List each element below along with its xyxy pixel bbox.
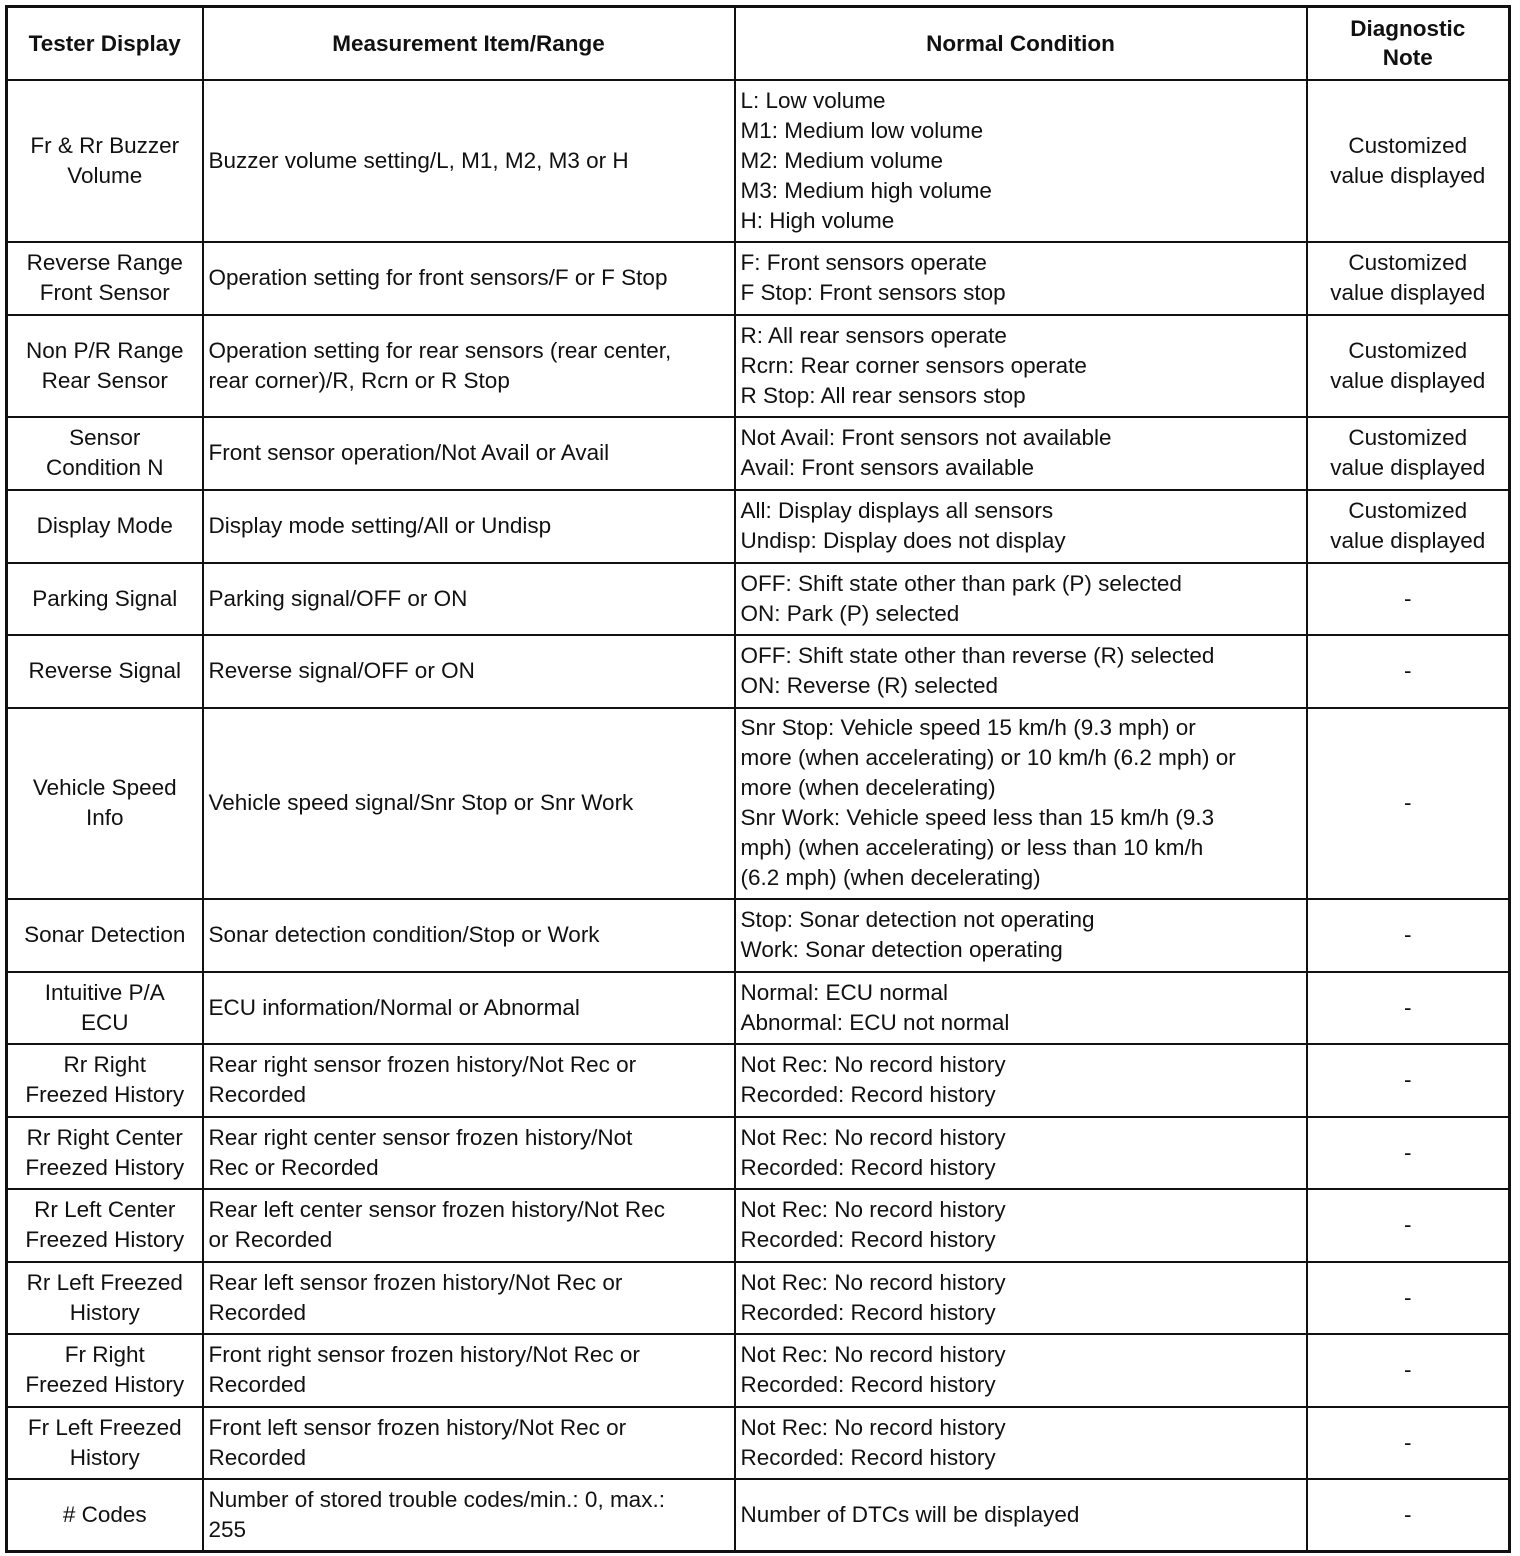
cell-measurement-item: Operation setting for rear sensors (rear center, rear corner)/R, Rcrn or R Stop xyxy=(203,315,735,417)
cell-tester-display: Rr Right Center Freezed History xyxy=(7,1117,203,1189)
data-list-table xyxy=(5,5,1511,1553)
cell-measurement-item: Rear left center sensor frozen history/Not Rec or Recorded xyxy=(203,1189,735,1262)
cell-tester-display: Vehicle Speed Info xyxy=(7,708,203,899)
cell-measurement-item: Buzzer volume setting/L, M1, M2, M3 or H xyxy=(203,80,735,242)
cell-normal-condition: OFF: Shift state other than reverse (R) selected ON: Reverse (R) selected xyxy=(735,635,1307,708)
cell-tester-display: Rr Right Freezed History xyxy=(7,1044,203,1117)
table-row xyxy=(7,708,1510,899)
cell-measurement-item: Front right sensor frozen history/Not Rec or Recorded xyxy=(203,1334,735,1407)
table-row xyxy=(7,899,1510,972)
cell-measurement-item: Rear right center sensor frozen history/Not Rec or Recorded xyxy=(203,1117,735,1189)
cell-normal-condition: Not Rec: No record history Recorded: Record history xyxy=(735,1189,1307,1262)
cell-tester-display: Reverse Signal xyxy=(7,635,203,708)
cell-diagnostic-note: - xyxy=(1307,1407,1510,1479)
cell-measurement-item: Display mode setting/All or Undisp xyxy=(203,490,735,563)
table-row xyxy=(7,490,1510,563)
cell-diagnostic-note: - xyxy=(1307,563,1510,635)
cell-measurement-item: Vehicle speed signal/Snr Stop or Snr Work xyxy=(203,708,735,899)
header-row xyxy=(7,7,1510,80)
cell-measurement-item: Operation setting for front sensors/F or F Stop xyxy=(203,242,735,315)
table-header xyxy=(7,7,1510,80)
cell-diagnostic-note: Customized value displayed xyxy=(1307,417,1510,490)
table-row xyxy=(7,1334,1510,1407)
cell-normal-condition: Normal: ECU normal Abnormal: ECU not normal xyxy=(735,972,1307,1044)
cell-measurement-item: Parking signal/OFF or ON xyxy=(203,563,735,635)
cell-diagnostic-note: - xyxy=(1307,1117,1510,1189)
table-row xyxy=(7,242,1510,315)
table-row xyxy=(7,972,1510,1044)
cell-diagnostic-note: - xyxy=(1307,1189,1510,1262)
cell-tester-display: Sonar Detection xyxy=(7,899,203,972)
cell-tester-display: Reverse Range Front Sensor xyxy=(7,242,203,315)
cell-measurement-item: Rear right sensor frozen history/Not Rec or Recorded xyxy=(203,1044,735,1117)
table-row xyxy=(7,1407,1510,1479)
table-row xyxy=(7,1262,1510,1334)
cell-tester-display: Non P/R Range Rear Sensor xyxy=(7,315,203,417)
cell-normal-condition: L: Low volume M1: Medium low volume M2: Medium volume M3: Medium high volume H: High volume xyxy=(735,80,1307,242)
cell-diagnostic-note: - xyxy=(1307,1334,1510,1407)
cell-diagnostic-note: Customized value displayed xyxy=(1307,315,1510,417)
table-row xyxy=(7,1117,1510,1189)
cell-diagnostic-note: - xyxy=(1307,1044,1510,1117)
table-row xyxy=(7,417,1510,490)
cell-tester-display: # Codes xyxy=(7,1479,203,1552)
cell-measurement-item: Rear left sensor frozen history/Not Rec or Recorded xyxy=(203,1262,735,1334)
header-diagnostic-note: Diagnostic Note xyxy=(1307,7,1510,80)
cell-tester-display: Fr & Rr Buzzer Volume xyxy=(7,80,203,242)
cell-measurement-item: Front sensor operation/Not Avail or Avail xyxy=(203,417,735,490)
table-row xyxy=(7,80,1510,242)
cell-normal-condition: R: All rear sensors operate Rcrn: Rear corner sensors operate R Stop: All rear sensors stop xyxy=(735,315,1307,417)
cell-normal-condition: Stop: Sonar detection not operating Work: Sonar detection operating xyxy=(735,899,1307,972)
table-row xyxy=(7,1044,1510,1117)
cell-diagnostic-note: - xyxy=(1307,899,1510,972)
cell-tester-display: Rr Left Center Freezed History xyxy=(7,1189,203,1262)
cell-normal-condition: Snr Stop: Vehicle speed 15 km/h (9.3 mph) or more (when accelerating) or 10 km/h (6.2 mph) or more (when decelerating) Snr Work: Vehicle speed less than 15 km/h (9.3 mph) (when accelerating) or less than 10 km/h (6.2 mph) (when decelerating) xyxy=(735,708,1307,899)
cell-tester-display: Parking Signal xyxy=(7,563,203,635)
cell-diagnostic-note: - xyxy=(1307,635,1510,708)
cell-tester-display: Display Mode xyxy=(7,490,203,563)
table-row xyxy=(7,1479,1510,1552)
header-tester-display: Tester Display xyxy=(7,7,203,80)
header-measurement-item: Measurement Item/Range xyxy=(203,7,735,80)
cell-normal-condition: Not Avail: Front sensors not available Avail: Front sensors available xyxy=(735,417,1307,490)
table-row xyxy=(7,315,1510,417)
cell-normal-condition: Number of DTCs will be displayed xyxy=(735,1479,1307,1552)
cell-tester-display: Fr Left Freezed History xyxy=(7,1407,203,1479)
cell-normal-condition: All: Display displays all sensors Undisp: Display does not display xyxy=(735,490,1307,563)
cell-tester-display: Fr Right Freezed History xyxy=(7,1334,203,1407)
cell-diagnostic-note: - xyxy=(1307,1262,1510,1334)
cell-measurement-item: Front left sensor frozen history/Not Rec or Recorded xyxy=(203,1407,735,1479)
cell-diagnostic-note: Customized value displayed xyxy=(1307,80,1510,242)
cell-normal-condition: Not Rec: No record history Recorded: Record history xyxy=(735,1044,1307,1117)
cell-measurement-item: Reverse signal/OFF or ON xyxy=(203,635,735,708)
table-row xyxy=(7,1189,1510,1262)
cell-measurement-item: ECU information/Normal or Abnormal xyxy=(203,972,735,1044)
cell-tester-display: Intuitive P/A ECU xyxy=(7,972,203,1044)
cell-diagnostic-note: - xyxy=(1307,1479,1510,1552)
cell-diagnostic-note: Customized value displayed xyxy=(1307,490,1510,563)
cell-diagnostic-note: - xyxy=(1307,972,1510,1044)
cell-measurement-item: Sonar detection condition/Stop or Work xyxy=(203,899,735,972)
cell-normal-condition: Not Rec: No record history Recorded: Record history xyxy=(735,1334,1307,1407)
table-body xyxy=(7,80,1510,1552)
cell-measurement-item: Number of stored trouble codes/min.: 0, max.: 255 xyxy=(203,1479,735,1552)
cell-tester-display: Sensor Condition N xyxy=(7,417,203,490)
cell-normal-condition: OFF: Shift state other than park (P) selected ON: Park (P) selected xyxy=(735,563,1307,635)
header-normal-condition: Normal Condition xyxy=(735,7,1307,80)
cell-normal-condition: F: Front sensors operate F Stop: Front sensors stop xyxy=(735,242,1307,315)
cell-normal-condition: Not Rec: No record history Recorded: Record history xyxy=(735,1407,1307,1479)
cell-diagnostic-note: - xyxy=(1307,708,1510,899)
table-row xyxy=(7,563,1510,635)
cell-normal-condition: Not Rec: No record history Recorded: Record history xyxy=(735,1262,1307,1334)
cell-diagnostic-note: Customized value displayed xyxy=(1307,242,1510,315)
cell-normal-condition: Not Rec: No record history Recorded: Record history xyxy=(735,1117,1307,1189)
cell-tester-display: Rr Left Freezed History xyxy=(7,1262,203,1334)
table-row xyxy=(7,635,1510,708)
